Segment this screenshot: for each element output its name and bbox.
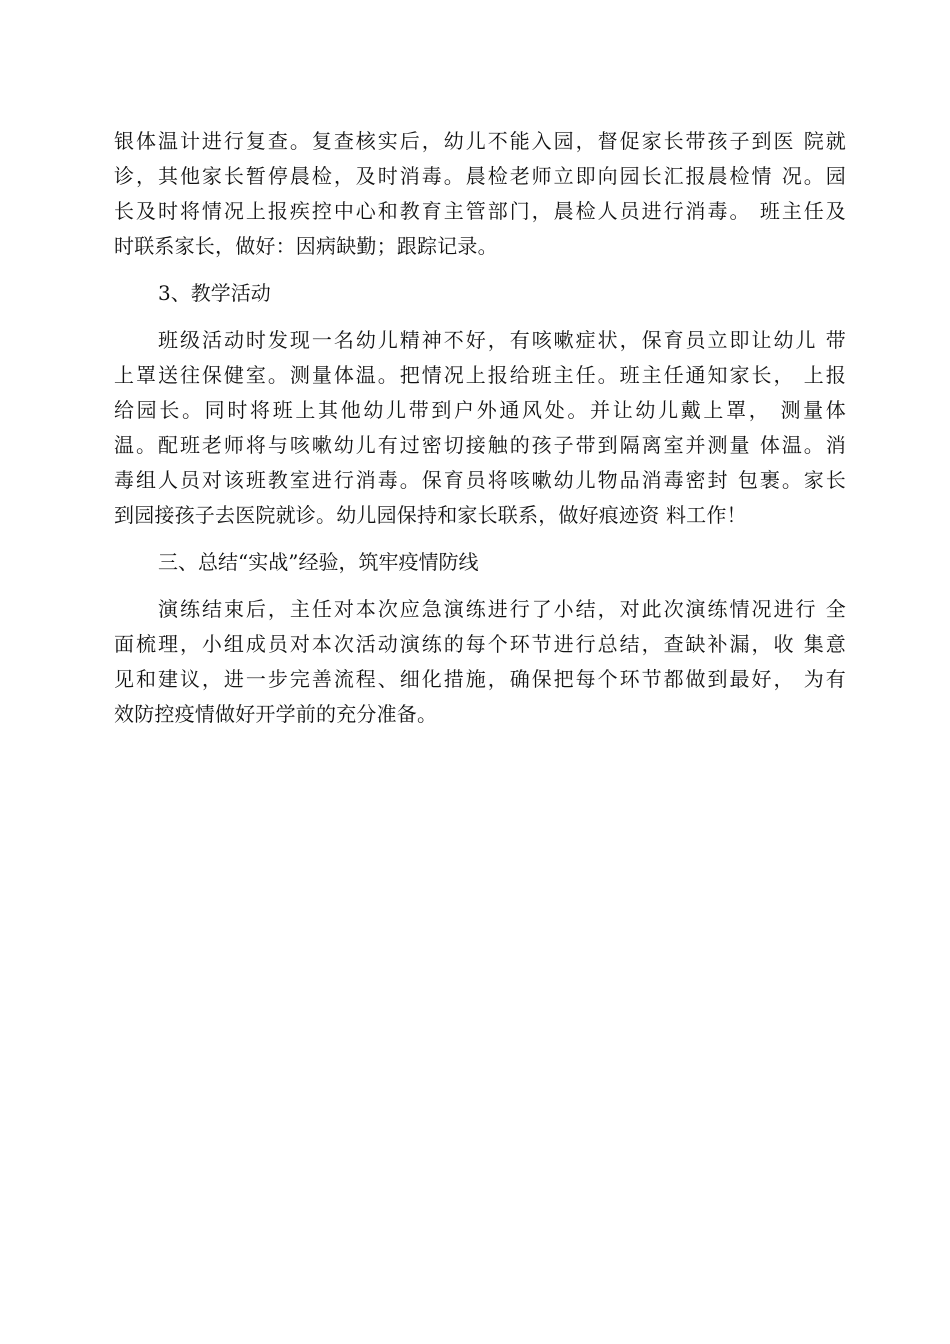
- section-heading-summary: 三、总结“实战”经验，筑牢疫情防线: [158, 550, 479, 574]
- paragraph-teaching-activity: [114, 323, 846, 533]
- text-line: 诊，其他家长暂停晨检，及时消毒。晨检老师立即向园长汇报晨检情 况。园: [114, 164, 846, 188]
- subheading-teaching-activity: 3、教学活动: [158, 281, 271, 305]
- text-line: 毒组人员对该班教室进行消毒。保育员将咳嗽幼儿物品消毒密封 包裹。家长: [114, 468, 846, 492]
- text-line: 班级活动时发现一名幼儿精神不好，有咳嗽症状，保育员立即让幼儿 带: [158, 328, 846, 352]
- text-line: 温。配班老师将与咳嗽幼儿有过密切接触的孩子带到隔离室并测量 体温。消: [114, 433, 846, 457]
- text-line: 面梳理，小组成员对本次活动演练的每个环节进行总结，查缺补漏，收 集意: [114, 632, 846, 656]
- text-line: 演练结束后，主任对本次应急演练进行了小结，对此次演练情况进行 全: [158, 597, 846, 621]
- text-line: 长及时将情况上报疾控中心和教育主管部门，晨检人员进行消毒。 班主任及: [114, 199, 846, 223]
- text-line: 见和建议，进一步完善流程、细化措施，确保把每个环节都做到最好， 为有: [114, 667, 846, 691]
- text-line: 银体温计进行复查。复查核实后，幼儿不能入园，督促家长带孩子到医 院就: [114, 129, 846, 153]
- paragraph-continued: [114, 124, 846, 264]
- text-line: 到园接孩子去医院就诊。幼儿园保持和家长联系，做好痕迹资 料工作！: [114, 503, 747, 527]
- document-body: [114, 124, 846, 732]
- paragraph-summary: [114, 592, 846, 732]
- text-line: 时联系家长，做好：因病缺勤；跟踪记录。: [114, 234, 498, 258]
- text-line: 效防控疫情做好开学前的充分准备。: [114, 702, 438, 726]
- text-line: 上罩送往保健室。测量体温。把情况上报给班主任。班主任通知家长， 上报: [114, 363, 846, 387]
- text-line: 给园长。同时将班上其他幼儿带到户外通风处。并让幼儿戴上罩， 测量体: [114, 398, 846, 422]
